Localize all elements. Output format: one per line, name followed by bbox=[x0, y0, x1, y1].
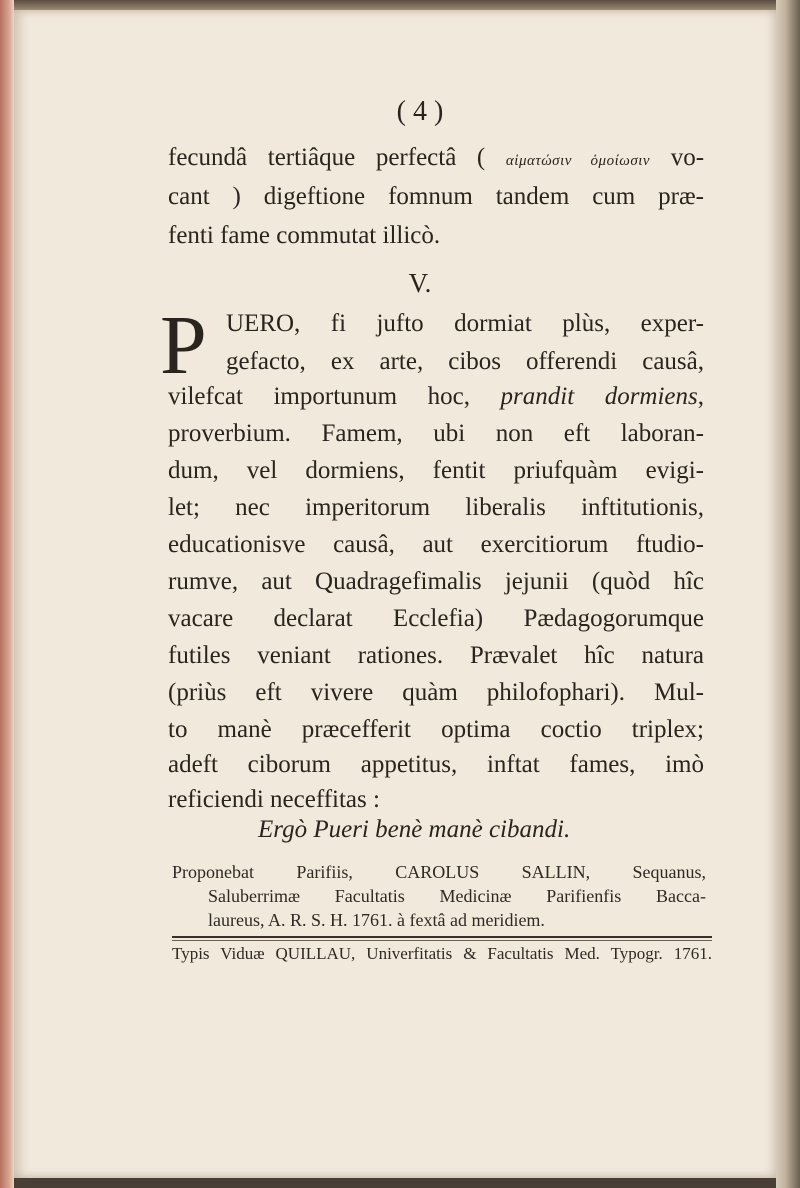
intro-line-1-text: fecundâ tertiâque perfectâ ( bbox=[168, 144, 486, 171]
drop-cap-initial: P bbox=[160, 299, 207, 392]
body-line-last: reficiendi neceffitas : bbox=[168, 786, 380, 813]
page-right-edge bbox=[776, 0, 800, 1188]
section-line-3-comma: , bbox=[697, 383, 704, 410]
body-line: rumve, aut Quadragefimalis jejunii (quòd hîc bbox=[168, 568, 704, 595]
intro-line-1-end: vo- bbox=[670, 144, 705, 171]
body-line: (priùs eft vivere quàm philofophari). Mul- bbox=[168, 679, 704, 706]
body-line: to manè præcefferit optima coctio triplex; bbox=[168, 716, 704, 743]
section-line-3-text: vilefcat importunum hoc, bbox=[168, 383, 470, 410]
body-line: futiles veniant rationes. Prævalet hîc natura bbox=[168, 642, 704, 669]
italic-proverb: prandit dormiens bbox=[500, 383, 698, 410]
body-line: adeft ciborum appetitus, inftat fames, imò bbox=[168, 751, 704, 778]
page-left-edge bbox=[0, 0, 14, 1188]
proposer-line-2: Saluberrimæ Facultatis Medicinæ Parifienfis Bacca- bbox=[208, 886, 706, 906]
page-number: ( 4 ) bbox=[396, 96, 444, 127]
body-line: dum, vel dormiens, fentit priufquàm evigi- bbox=[168, 457, 704, 484]
printer-imprint: Typis Viduæ QUILLAU, Univerfitatis & Facultatis Med. Typogr. 1761. bbox=[172, 944, 712, 963]
proposer-line-3: laureus, A. R. S. H. 1761. à fextâ ad meridiem. bbox=[208, 910, 545, 930]
section-number: V. bbox=[408, 268, 432, 298]
body-line: proverbium. Famem, ubi non eft laboran- bbox=[168, 420, 704, 447]
proposer-line-1: Proponebat Parifiis, CAROLUS SALLIN, Sequanus, bbox=[172, 862, 706, 882]
section-line-2: gefacto, ex arte, cibos offerendi causâ, bbox=[226, 348, 704, 375]
intro-line-2: cant ) digeftione fomnum tandem cum præ- bbox=[168, 183, 704, 210]
body-line: vacare declarat Ecclefia) Pædagogorumque bbox=[168, 605, 704, 632]
conclusion-thesis: Ergò Pueri benè manè cibandi. bbox=[258, 816, 571, 843]
greek-phrase: αἱματώσιν ὁμοίωσιν bbox=[505, 153, 651, 169]
intro-line-1 bbox=[168, 144, 704, 172]
section-line-3 bbox=[168, 383, 704, 411]
divider-rule bbox=[172, 936, 712, 938]
body-line: let; nec imperitorum liberalis inftitutionis, bbox=[168, 494, 704, 521]
intro-line-3: fenti fame commutat illicò. bbox=[168, 222, 441, 249]
divider-rule-thin bbox=[172, 940, 712, 941]
body-line: educationisve causâ, aut exercitiorum ftudio- bbox=[168, 531, 704, 558]
section-line-1: UERO, fi jufto dormiat plùs, exper- bbox=[226, 310, 704, 337]
